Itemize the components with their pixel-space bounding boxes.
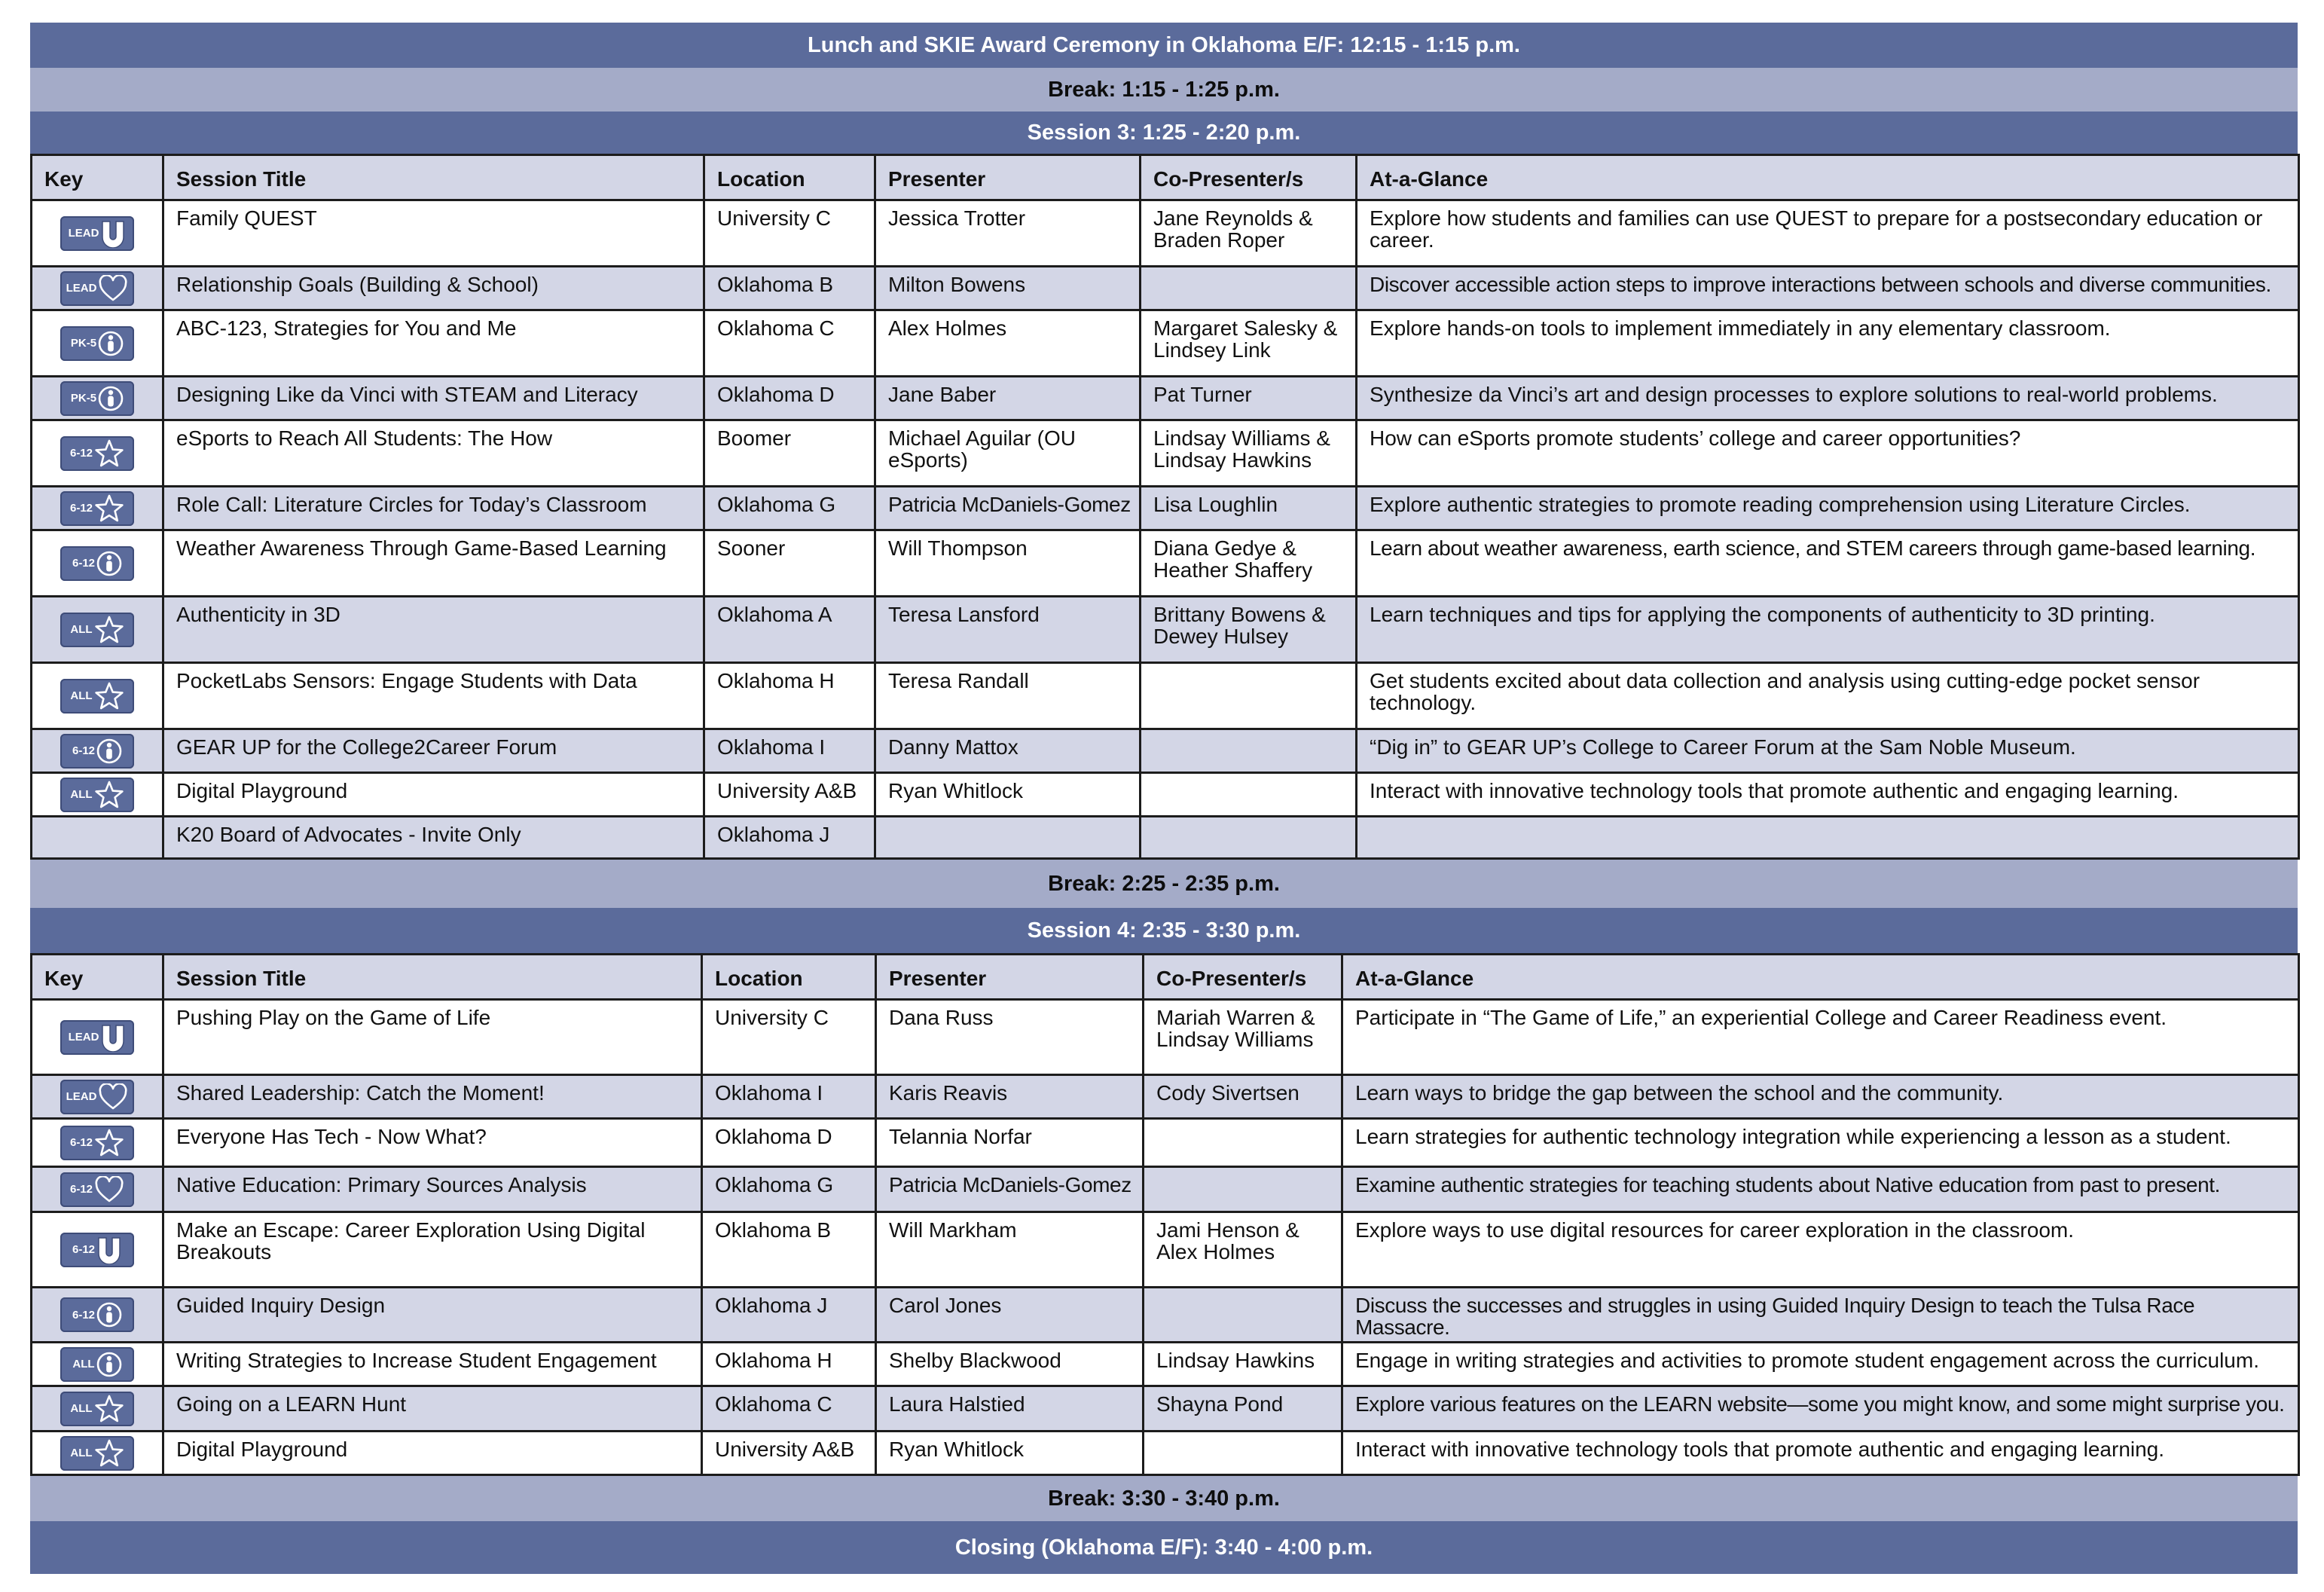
location-cell: Oklahoma G [704,487,875,530]
u-icon [96,1236,122,1264]
location-cell: Oklahoma J [704,817,875,859]
session-title-cell: Going on a LEARN Hunt [163,1386,702,1432]
key-cell [32,1075,163,1119]
key-badge [60,436,134,471]
key-badge [60,1080,134,1114]
presenter-cell: Karis Reavis [876,1075,1144,1119]
header-row [32,155,2299,200]
co-presenter-cell: Brittany Bowens & Dewey Hulsey [1141,597,1357,663]
badge-label: ALL [72,1358,95,1370]
badge-label: 6-12 [69,447,93,460]
presenter-cell: Jane Baber [875,377,1141,420]
badge-label: ALL [70,623,93,636]
presenter-cell: Laura Halstied [876,1386,1144,1432]
key-badge [60,1347,134,1382]
presenter-cell: Alex Holmes [875,310,1141,377]
presenter-cell: Telannia Norfar [876,1119,1144,1167]
session-title-cell: Make an Escape: Career Exploration Using Digital Breakouts [163,1212,702,1288]
at-a-glance-cell: Interact with innovative technology tools that promote authentic and engaging learning. [1357,773,2299,817]
location-cell: University C [704,200,875,267]
table-row [32,310,2299,377]
session-title-cell: eSports to Reach All Students: The How [163,420,704,487]
badge-label: ALL [70,689,93,702]
at-a-glance-cell: Learn strategies for authentic technology integration while experiencing a lesson as a student. [1342,1119,2299,1167]
key-cell [32,1212,163,1288]
location-cell: Oklahoma D [704,377,875,420]
table-row [32,773,2299,817]
location-cell: Oklahoma H [704,663,875,729]
at-a-glance-cell: Learn ways to bridge the gap between the school and the community. [1342,1075,2299,1119]
session-title-cell: ABC-123, Strategies for You and Me [163,310,704,377]
co-presenter-cell [1144,1167,1342,1212]
co-presenter-cell: Pat Turner [1141,377,1357,420]
key-badge [60,613,134,647]
key-cell [32,597,163,663]
presenter-cell [875,817,1141,859]
at-a-glance-cell: Discuss the successes and struggles in using Guided Inquiry Design to teach the Tulsa Race Massacre. [1342,1288,2299,1343]
table-row [32,817,2299,859]
table-row [32,1432,2299,1475]
col-key-header: Key [32,155,163,200]
table-row [32,1119,2299,1167]
co-presenter-cell: Margaret Salesky & Lindsey Link [1141,310,1357,377]
location-cell: University A&B [702,1432,876,1475]
col-glance-header: At-a-Glance [1357,155,2299,200]
key-cell [32,1288,163,1343]
badge-label: 6-12 [72,1243,96,1256]
badge-label: PK-5 [70,337,97,350]
presenter-cell: Ryan Whitlock [876,1432,1144,1475]
co-presenter-cell: Lindsay Williams & Lindsay Hawkins [1141,420,1357,487]
session4-banner: Session 4: 2:35 - 3:30 p.m. [30,908,2298,953]
session-title-cell: Pushing Play on the Game of Life [163,1000,702,1075]
col-title-header: Session Title [163,955,702,1000]
table-row [32,377,2299,420]
location-cell: Oklahoma G [702,1167,876,1212]
presenter-cell: Milton Bowens [875,267,1141,310]
location-cell: Oklahoma J [702,1288,876,1343]
table-row [32,200,2299,267]
location-cell: Oklahoma H [702,1343,876,1386]
presenter-cell: Patricia McDaniels-Gomez [876,1167,1144,1212]
presenter-cell: Teresa Randall [875,663,1141,729]
star-icon [94,439,124,468]
session3-rows [32,200,2299,859]
at-a-glance-cell: Explore ways to use digital resources for career exploration in the classroom. [1342,1212,2299,1288]
key-cell [32,487,163,530]
key-cell [32,267,163,310]
at-a-glance-cell: Explore how students and families can use QUEST to prepare for a postsecondary education or career. [1357,200,2299,267]
key-cell [32,1167,163,1212]
at-a-glance-cell: “Dig in” to GEAR UP’s College to Career Forum at the Sam Noble Museum. [1357,729,2299,773]
person-icon [98,384,124,413]
key-cell [32,1119,163,1167]
star-icon [94,1395,124,1423]
session-title-cell: Authenticity in 3D [163,597,704,663]
at-a-glance-cell: Explore hands-on tools to implement immediately in any elementary classroom. [1357,310,2299,377]
key-cell [32,530,163,597]
star-icon [94,1439,124,1468]
key-badge [60,546,134,581]
badge-label: 6-12 [69,1136,93,1149]
col-location-header: Location [704,155,875,200]
badge-label: 6-12 [72,557,96,570]
location-cell: Oklahoma C [704,310,875,377]
col-presenter-header: Presenter [876,955,1144,1000]
table-row [32,420,2299,487]
presenter-cell: Will Markham [876,1212,1144,1288]
co-presenter-cell: Cody Sivertsen [1144,1075,1342,1119]
star-icon [94,494,124,523]
at-a-glance-cell: Learn about weather awareness, earth science, and STEM careers through game-based learning. [1357,530,2299,597]
session-title-cell: Guided Inquiry Design [163,1288,702,1343]
key-cell [32,1000,163,1075]
badge-label: ALL [70,1447,93,1459]
key-badge [60,271,134,306]
at-a-glance-cell: Synthesize da Vinci’s art and design processes to explore solutions to real-world problems. [1357,377,2299,420]
badge-label: ALL [70,788,93,801]
schedule-page [30,23,2298,1574]
key-cell [32,310,163,377]
presenter-cell: Will Thompson [875,530,1141,597]
table-row [32,1075,2299,1119]
co-presenter-cell [1141,817,1357,859]
key-badge [60,491,134,526]
badge-label: 6-12 [72,1308,96,1322]
presenter-cell: Carol Jones [876,1288,1144,1343]
key-badge [60,1436,134,1471]
presenter-cell: Jessica Trotter [875,200,1141,267]
session-title-cell: Digital Playground [163,773,704,817]
co-presenter-cell [1141,663,1357,729]
header-row [32,955,2299,1000]
table-row [32,663,2299,729]
heart-icon [98,1083,128,1111]
session-title-cell: Writing Strategies to Increase Student Engagement [163,1343,702,1386]
session-title-cell: Native Education: Primary Sources Analysis [163,1167,702,1212]
location-cell: Oklahoma B [702,1212,876,1288]
co-presenter-cell [1144,1432,1342,1475]
table-row [32,530,2299,597]
at-a-glance-cell: Get students excited about data collection and analysis using cutting-edge pocket sensor technology. [1357,663,2299,729]
presenter-cell: Danny Mattox [875,729,1141,773]
co-presenter-cell: Mariah Warren & Lindsay Williams [1144,1000,1342,1075]
key-badge [60,1233,134,1267]
person-icon [96,1300,122,1329]
co-presenter-cell: Shayna Pond [1144,1386,1342,1432]
col-glance-header: At-a-Glance [1342,955,2299,1000]
person-icon [98,329,124,358]
badge-label: 6-12 [69,1183,93,1196]
table-row [32,1000,2299,1075]
location-cell: University C [702,1000,876,1075]
key-cell [32,1432,163,1475]
person-icon [96,737,122,765]
table-row [32,1288,2299,1343]
session-title-cell: Role Call: Literature Circles for Today’s Classroom [163,487,704,530]
badge-label: LEAD [66,282,97,295]
badge-label: PK-5 [70,392,97,405]
session-title-cell: Family QUEST [163,200,704,267]
presenter-cell: Teresa Lansford [875,597,1141,663]
key-cell [32,1343,163,1386]
key-cell [32,729,163,773]
badge-label: ALL [70,1402,93,1415]
badge-label: LEAD [68,1031,99,1044]
session-title-cell: Shared Leadership: Catch the Moment! [163,1075,702,1119]
location-cell: Oklahoma A [704,597,875,663]
closing-banner: Closing (Oklahoma E/F): 3:40 - 4:00 p.m. [30,1521,2298,1574]
at-a-glance-cell: Interact with innovative technology tools that promote authentic and engaging learning. [1342,1432,2299,1475]
session-title-cell: Digital Playground [163,1432,702,1475]
key-cell [32,377,163,420]
co-presenter-cell [1144,1288,1342,1343]
key-badge [60,1126,134,1160]
person-icon [96,1350,122,1379]
location-cell: Sooner [704,530,875,597]
col-title-header: Session Title [163,155,704,200]
session4-table [30,953,2300,1476]
heart-icon [98,275,128,302]
co-presenter-cell: Lisa Loughlin [1141,487,1357,530]
col-copresenter-header: Co-Presenter/s [1141,155,1357,200]
session3-banner: Session 3: 1:25 - 2:20 p.m. [30,112,2298,154]
co-presenter-cell: Jami Henson & Alex Holmes [1144,1212,1342,1288]
star-icon [94,1129,124,1157]
location-cell: Oklahoma D [702,1119,876,1167]
key-badge [60,326,134,361]
at-a-glance-cell [1357,817,2299,859]
table-row [32,1212,2299,1288]
co-presenter-cell [1144,1119,1342,1167]
presenter-cell: Dana Russ [876,1000,1144,1075]
location-cell: Oklahoma C [702,1386,876,1432]
key-badge [60,1392,134,1426]
badge-label: 6-12 [69,502,93,515]
at-a-glance-cell: Explore authentic strategies to promote reading comprehension using Literature Circles. [1357,487,2299,530]
co-presenter-cell: Jane Reynolds & Braden Roper [1141,200,1357,267]
session-title-cell: Weather Awareness Through Game-Based Learning [163,530,704,597]
col-presenter-header: Presenter [875,155,1141,200]
table-row [32,729,2299,773]
star-icon [94,781,124,809]
table-row [32,487,2299,530]
heart-icon [94,1176,124,1203]
u-icon [100,219,126,248]
col-location-header: Location [702,955,876,1000]
key-badge [60,734,134,768]
key-cell [32,773,163,817]
star-icon [94,616,124,644]
location-cell: Oklahoma I [704,729,875,773]
u-icon [100,1023,126,1052]
co-presenter-cell [1141,267,1357,310]
key-cell [32,663,163,729]
at-a-glance-cell: Discover accessible action steps to improve interactions between schools and diverse communities. [1357,267,2299,310]
key-cell [32,817,163,859]
at-a-glance-cell: Explore various features on the LEARN website—some you might know, and some might surprise you. [1342,1386,2299,1432]
key-cell [32,1386,163,1432]
at-a-glance-cell: How can eSports promote students’ college and career opportunities? [1357,420,2299,487]
at-a-glance-cell: Participate in “The Game of Life,” an experiential College and Career Readiness event. [1342,1000,2299,1075]
key-badge [60,381,134,416]
co-presenter-cell: Diana Gedye & Heather Shaffery [1141,530,1357,597]
key-cell [32,420,163,487]
presenter-cell: Michael Aguilar (OU eSports) [875,420,1141,487]
key-badge [60,1020,134,1055]
at-a-glance-cell: Examine authentic strategies for teaching students about Native education from past to present. [1342,1167,2299,1212]
break-banner-2: Break: 2:25 - 2:35 p.m. [30,860,2298,908]
session-title-cell: GEAR UP for the College2Career Forum [163,729,704,773]
person-icon [96,549,122,578]
break-banner-1: Break: 1:15 - 1:25 p.m. [30,68,2298,112]
lunch-banner: Lunch and SKIE Award Ceremony in Oklahoma E/F: 12:15 - 1:15 p.m. [30,23,2298,68]
co-presenter-cell [1141,729,1357,773]
key-badge [60,1172,134,1207]
session4-rows [32,1000,2299,1475]
session3-table [30,154,2300,860]
table-row [32,267,2299,310]
badge-label: LEAD [68,227,99,240]
session-title-cell: Relationship Goals (Building & School) [163,267,704,310]
at-a-glance-cell: Learn techniques and tips for applying the components of authenticity to 3D printing. [1357,597,2299,663]
col-copresenter-header: Co-Presenter/s [1144,955,1342,1000]
break-banner-3: Break: 3:30 - 3:40 p.m. [30,1476,2298,1521]
session-title-cell: PocketLabs Sensors: Engage Students with Data [163,663,704,729]
presenter-cell: Patricia McDaniels-Gomez [875,487,1141,530]
presenter-cell: Ryan Whitlock [875,773,1141,817]
key-badge [60,778,134,812]
location-cell: Oklahoma B [704,267,875,310]
key-badge [60,679,134,713]
badge-label: 6-12 [72,744,96,757]
location-cell: Oklahoma I [702,1075,876,1119]
co-presenter-cell [1141,773,1357,817]
session-title-cell: Designing Like da Vinci with STEAM and Literacy [163,377,704,420]
location-cell: University A&B [704,773,875,817]
col-key-header: Key [32,955,163,1000]
presenter-cell: Shelby Blackwood [876,1343,1144,1386]
key-badge [60,216,134,251]
co-presenter-cell: Lindsay Hawkins [1144,1343,1342,1386]
table-row [32,1167,2299,1212]
table-row [32,597,2299,663]
location-cell: Boomer [704,420,875,487]
session-title-cell: Everyone Has Tech - Now What? [163,1119,702,1167]
key-badge [60,1297,134,1332]
key-cell [32,200,163,267]
star-icon [94,682,124,710]
table-row [32,1343,2299,1386]
table-row [32,1386,2299,1432]
session-title-cell: K20 Board of Advocates - Invite Only [163,817,704,859]
at-a-glance-cell: Engage in writing strategies and activities to promote student engagement across the curriculum. [1342,1343,2299,1386]
badge-label: LEAD [66,1090,97,1103]
